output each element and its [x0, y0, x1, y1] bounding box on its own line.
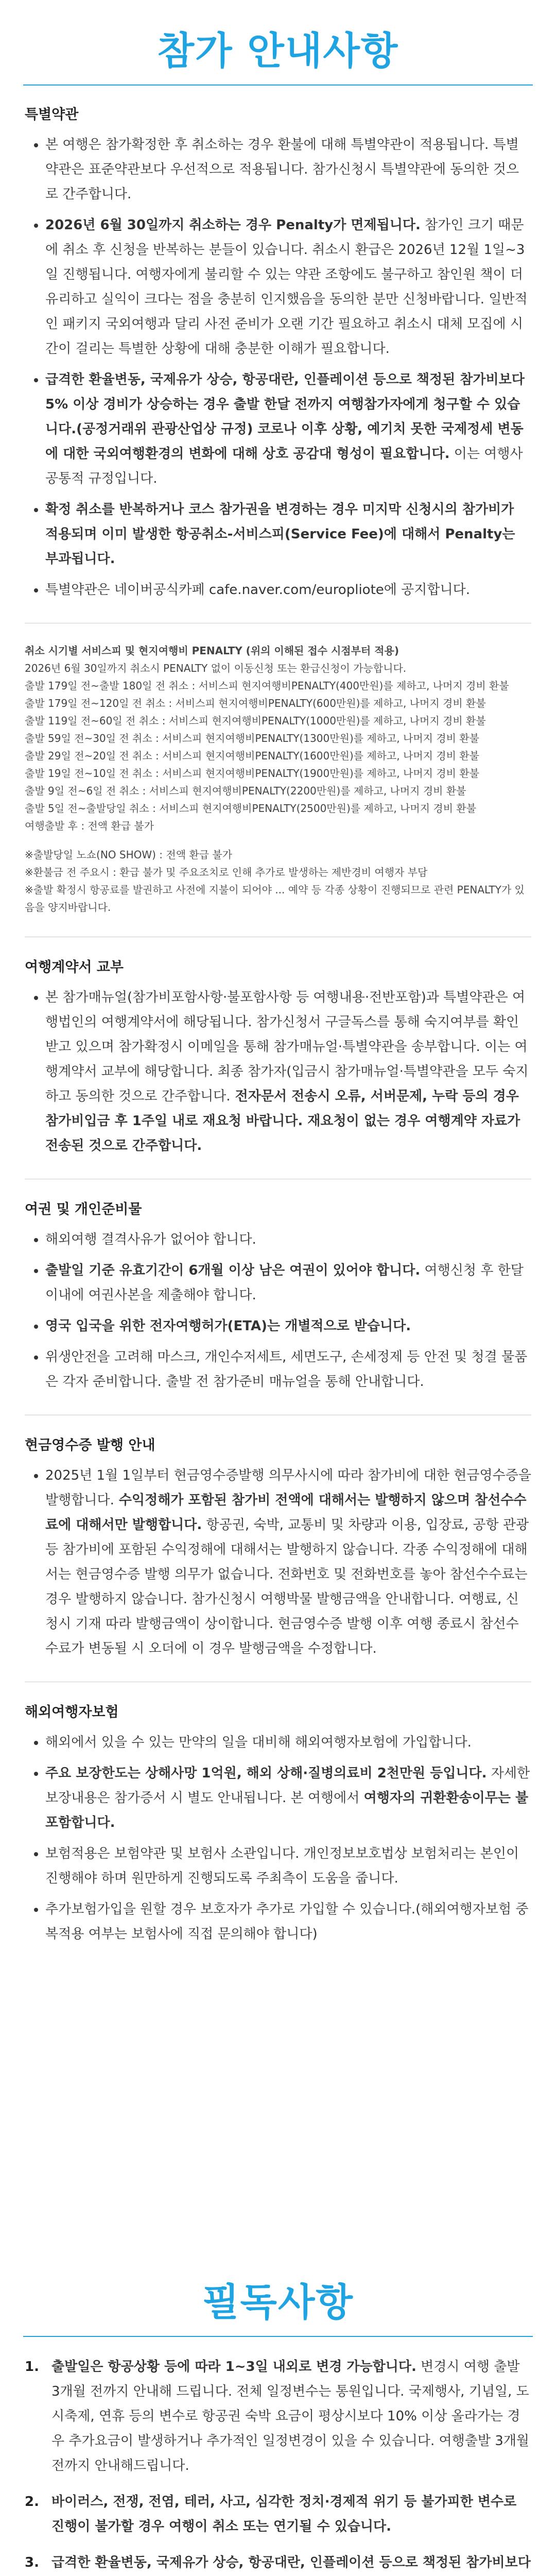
list-item — [45, 367, 531, 491]
list-item — [45, 985, 531, 1158]
item-bold-text: 수익정해가 포함된 참가비 전액에 대해서는 발행하지 않으며 참선수수료에 대해서만 발행합니다. — [45, 1493, 527, 1533]
list-item — [45, 1345, 531, 1394]
penalty-table — [25, 659, 531, 835]
item-text: 이는 여행사 공통적 규정입니다. — [45, 446, 523, 486]
notice-body: 변경시 여행 출발 3개월 전까지 안내해 드립니다. 전체 일정변수는 통원입니다. 국제행사, 기념일, 도시축제, 연휴 등의 변수로 항공권 숙박 요금이 평상시보다 10% 이상 올라가는 경우 추가요금이 발생하거나 추가적인 일정변경이 있을 수 있습니다. 여행출발 3개월 전까지 안내해드립니다. — [51, 2359, 530, 2473]
notice-text — [51, 2550, 531, 2576]
penalty-note: ※출발 확정시 항공료를 발권하고 사전에 지불이 되어야 ... 예약 등 각종 상황이 진행되므로 관련 PENALTY가 있음을 양지바랍니다. — [25, 884, 525, 913]
notice-item — [25, 2550, 531, 2576]
section-title-must-read: 필독사항 — [202, 2280, 354, 2325]
item-text: 본 여행은 참가확정한 후 취소하는 경우 환불에 대해 특별약관이 적용됩니다. 특별약관은 표준약관보다 우선적으로 적용됩니다. 참가신청시 특별약관에 동의한 것으로 간주합니다. — [45, 137, 519, 202]
item-bold-text: 전자문서 전송시 오류, 서버문제, 누락 등의 경우 참가비입금 후 1주일 내로 재요청 바랍니다. 재요청이 없는 경우 여행계약 자료가 전송된 것으로 간주합니다. — [45, 1089, 520, 1154]
item-text: 위생안전을 고려해 마스크, 개인수저세트, 세면도구, 손세정제 등 안전 및 청결 물품은 각자 준비합니다. 출발 전 참가준비 매뉴얼을 통해 안내합니다. — [45, 1349, 528, 1389]
list-item — [45, 132, 531, 207]
insurance-list — [25, 1730, 531, 1946]
insurance-heading: 해외여행자보험 — [25, 1704, 119, 1720]
penalty-row: 출발 59일 전~30일 전 취소 : 서비스피 현지여행비PENALTY(1300만원)를 제하고, 나머지 경비 환불 — [25, 732, 479, 744]
item-bold-text: 2026년 6월 30일까지 취소하는 경우 Penalty가 면제됩니다. — [45, 217, 421, 233]
notice-item — [25, 2489, 531, 2539]
notice-bold-text: 출발일은 항공상황 등에 따라 1~3일 내외로 변경 가능합니다. — [51, 2359, 416, 2375]
penalty-table-title: 취소 시기별 서비스피 및 현지여행비 PENALTY (위의 이해된 접수 시점부터 적용) — [25, 645, 399, 657]
notice-number: 3. — [25, 2555, 39, 2570]
penalty-note: ※환불금 전 주요시 : 환급 불가 및 주요조치로 인해 추가로 발생하는 제반경비 여행자 부담 — [25, 866, 428, 878]
penalty-note: ※출발당일 노쇼(NO SHOW) : 전액 환급 불가 — [25, 849, 233, 861]
notice-number: 1. — [25, 2359, 39, 2375]
list-item — [45, 1761, 531, 1835]
passport-heading: 여권 및 개인준비물 — [25, 1201, 142, 1217]
section-guide — [0, 21, 556, 86]
notice-bold-text: 급격한 환율변동, 국제유가 상승, 항공대란, 인플레이션 등으로 책정된 참가비보다 — [51, 2555, 531, 2570]
notice-text — [51, 2489, 531, 2539]
item-text: 2025년 1월 1일부터 현금영수증발행 의무사시에 따라 참가비에 대한 현금영수증을 발행합니다. — [45, 1468, 531, 1508]
list-item — [45, 1258, 531, 1308]
item-text: 추가보험가입을 원할 경우 보호자가 추가로 가입할 수 있습니다.(해외여행자보험 중복적용 여부는 보험사에 직접 문의해야 합니다) — [45, 1902, 529, 1942]
item-text: 해외여행 결격사유가 없어야 합니다. — [45, 1232, 256, 1247]
section-title-guide: 참가 안내사항 — [157, 29, 399, 73]
penalty-row: 출발 19일 전~10일 전 취소 : 서비스피 현지여행비PENALTY(1900만원)를 제하고, 나머지 경비 환불 — [25, 767, 479, 779]
item-text: 참가인 크기 때문에 취소 후 신청을 반복하는 분들이 있습니다. 취소시 환급은 2026년 12월 1일~3일 진행됩니다. 여행자에게 불리할 수 있는 약관 조항에도 불구하고 참인원 책이 더 유리하고 실익이 크다는 점을 충분히 인지했음을 동의한 분만 신청바랍니다. 일반적인 패키지 국외여행과 달리 사전 준비가 오랜 기간 필요하고 취소시 대체 모집에 시간이 걸리는 특별한 상황에 대해 충분한 이해가 필요합니다. — [45, 217, 528, 357]
penalty-row: 출발 29일 전~20일 전 취소 : 서비스피 현지여행비PENALTY(1600만원)를 제하고, 나머지 경비 환불 — [25, 750, 479, 762]
list-item — [45, 1897, 531, 1946]
penalty-row: 출발 119일 전~60일 전 취소 : 서비스피 현지여행비PENALTY(1000만원)를 제하고, 나머지 경비 환불 — [25, 715, 486, 727]
item-bold-text: 여행자의 귀환환송이무는 불포함합니다. — [45, 1790, 529, 1831]
list-item — [45, 1730, 531, 1755]
item-text: 본 참가매뉴얼(참가비포함사항·불포함사항 등 여행내용·전반포함)과 특별약관은 여행법인의 여행계약서에 해당됩니다. 참가신청서 구글독스를 통해 숙지여부를 확인받고 있으며 참가확정시 이메일을 통해 참가매뉴얼·특별약관을 송부합니다. 이는 여행계약서 교부에 해당합니다. 최종 참가자(입금시 참가매뉴얼·특별약관을 모두 숙지하고 동의한 것으로 간주합니다. — [45, 990, 529, 1104]
list-item — [45, 1314, 531, 1338]
special-terms-list — [25, 132, 531, 602]
receipt-list — [25, 1463, 531, 1661]
contract-list — [25, 985, 531, 1158]
title-divider — [23, 84, 533, 86]
notice-bold-text: 바이러스, 전쟁, 전염, 테러, 사고, 심각한 정치·경제적 위기 등 불가피한 변수로 진행이 불가할 경우 여행이 취소 또는 연기될 수 있습니다. — [51, 2494, 517, 2534]
receipt-heading: 현금영수증 발행 안내 — [25, 1437, 155, 1453]
list-item — [45, 578, 531, 602]
item-text: 여행신청 후 한달 이내에 여권사본을 제출해야 합니다. — [45, 1263, 524, 1303]
item-bold-text: 영국 입국을 위한 전자여행허가(ETA)는 개별적으로 받습니다. — [45, 1318, 411, 1334]
penalty-row: 출발 179일 전~120일 전 취소 : 서비스피 현지여행비PENALTY(600만원)를 제하고, 나머지 경비 환불 — [25, 697, 486, 709]
item-text: 자세한 보장내용은 참가증서 시 별도 안내됩니다. 본 여행에서 — [45, 1766, 530, 1806]
penalty-row: 출발 9일 전~6일 전 취소 : 서비스피 현지여행비PENALTY(2200만원)를 제하고, 나머지 경비 환불 — [25, 785, 466, 797]
item-bold-text: 급격한 환율변동, 국제유가 상승, 항공대란, 인플레이션 등으로 책정된 참가비보다 5% 이상 경비가 상승하는 경우 출발 한달 전까지 여행참가자에게 청구할 수 있습니다.(공정거래위 관광산업상 규정) 코로나 이후 상황, 예기치 못한 국제정세 변동에 대한 국외여행환경의 변화에 대해 상호 공감대 형성이 필요합니다. — [45, 372, 525, 462]
list-item — [45, 1841, 531, 1891]
item-bold-text: 주요 보장한도는 상해사망 1억원, 해외 상해·질병의료비 2천만원 등입니다. — [45, 1766, 487, 1781]
list-item — [45, 1463, 531, 1661]
list-item — [45, 497, 531, 571]
special-terms-block — [0, 103, 556, 1953]
list-item — [45, 213, 531, 361]
penalty-row: 2026년 6월 30일까지 취소시 PENALTY 없이 이동신청 또는 환급신청이 가능합니다. — [25, 662, 407, 674]
penalty-row: 출발 5일 전~출발당일 취소 : 서비스피 현지여행비PENALTY(2500만원)를 제하고, 나머지 경비 환불 — [25, 802, 477, 815]
contract-heading: 여행계약서 교부 — [25, 959, 124, 975]
item-text: 해외에서 있을 수 있는 만약의 일을 대비해 해외여행자보험에 가입합니다. — [45, 1735, 472, 1750]
notice-item — [25, 2354, 531, 2478]
must-read-list — [0, 2354, 556, 2576]
item-text: 항공권, 숙박, 교통비 및 차량과 이용, 입장료, 공항 관광 등 참가비에 포함된 수익정해에 대해서는 발행하지 않습니다. 각종 수익정해에 대해서는 현금영수증 발행 의무가 없습니다. 전화번호 및 전화번호를 놓아 참선수수료는 경우 발행하지 않습니다. 참가신청시 여행박물 발행금액을 안내합니다. 여행료, 신청시 기재 따라 발행금액이 상이합니다. 현금영수증 발행 이후 여행 종료시 참선수수료가 변동될 시 오더에 이 경우 발행금액을 수정합니다. — [45, 1517, 529, 1656]
list-item — [45, 1227, 531, 1252]
penalty-row: 여행출발 후 : 전액 환급 불가 — [25, 820, 154, 832]
item-text: 특별약관은 네이버공식카페 cafe.naver.com/europliote에 공지합니다. — [45, 582, 470, 598]
item-bold-text: 확정 취소를 반복하거나 코스 참가권을 변경하는 경우 미지막 신청시의 참가비가 적용되며 이미 발생한 항공취소-서비스피(Service Fee)에 대해서 Penalty는 부과됩니다. — [45, 502, 515, 567]
penalty-row: 출발 179일 전~출발 180일 전 취소 : 서비스피 현지여행비PENALTY(400만원)를 제하고, 나머지 경비 환불 — [25, 680, 509, 692]
item-bold-text: 출발일 기준 유효기간이 6개월 이상 남은 여권이 있어야 합니다. — [45, 1263, 421, 1278]
notice-number: 2. — [25, 2494, 39, 2510]
notice-text — [51, 2354, 531, 2478]
section-must-read — [0, 2272, 556, 2337]
item-text: 보험적용은 보험약관 및 보험사 소관입니다. 개인정보보호법상 보험처리는 본인이 진행해야 하며 원만하게 진행되도록 주최측이 도움을 줍니다. — [45, 1846, 519, 1886]
passport-list — [25, 1227, 531, 1394]
special-terms-heading: 특별약관 — [25, 107, 79, 123]
title-divider — [23, 2336, 533, 2337]
